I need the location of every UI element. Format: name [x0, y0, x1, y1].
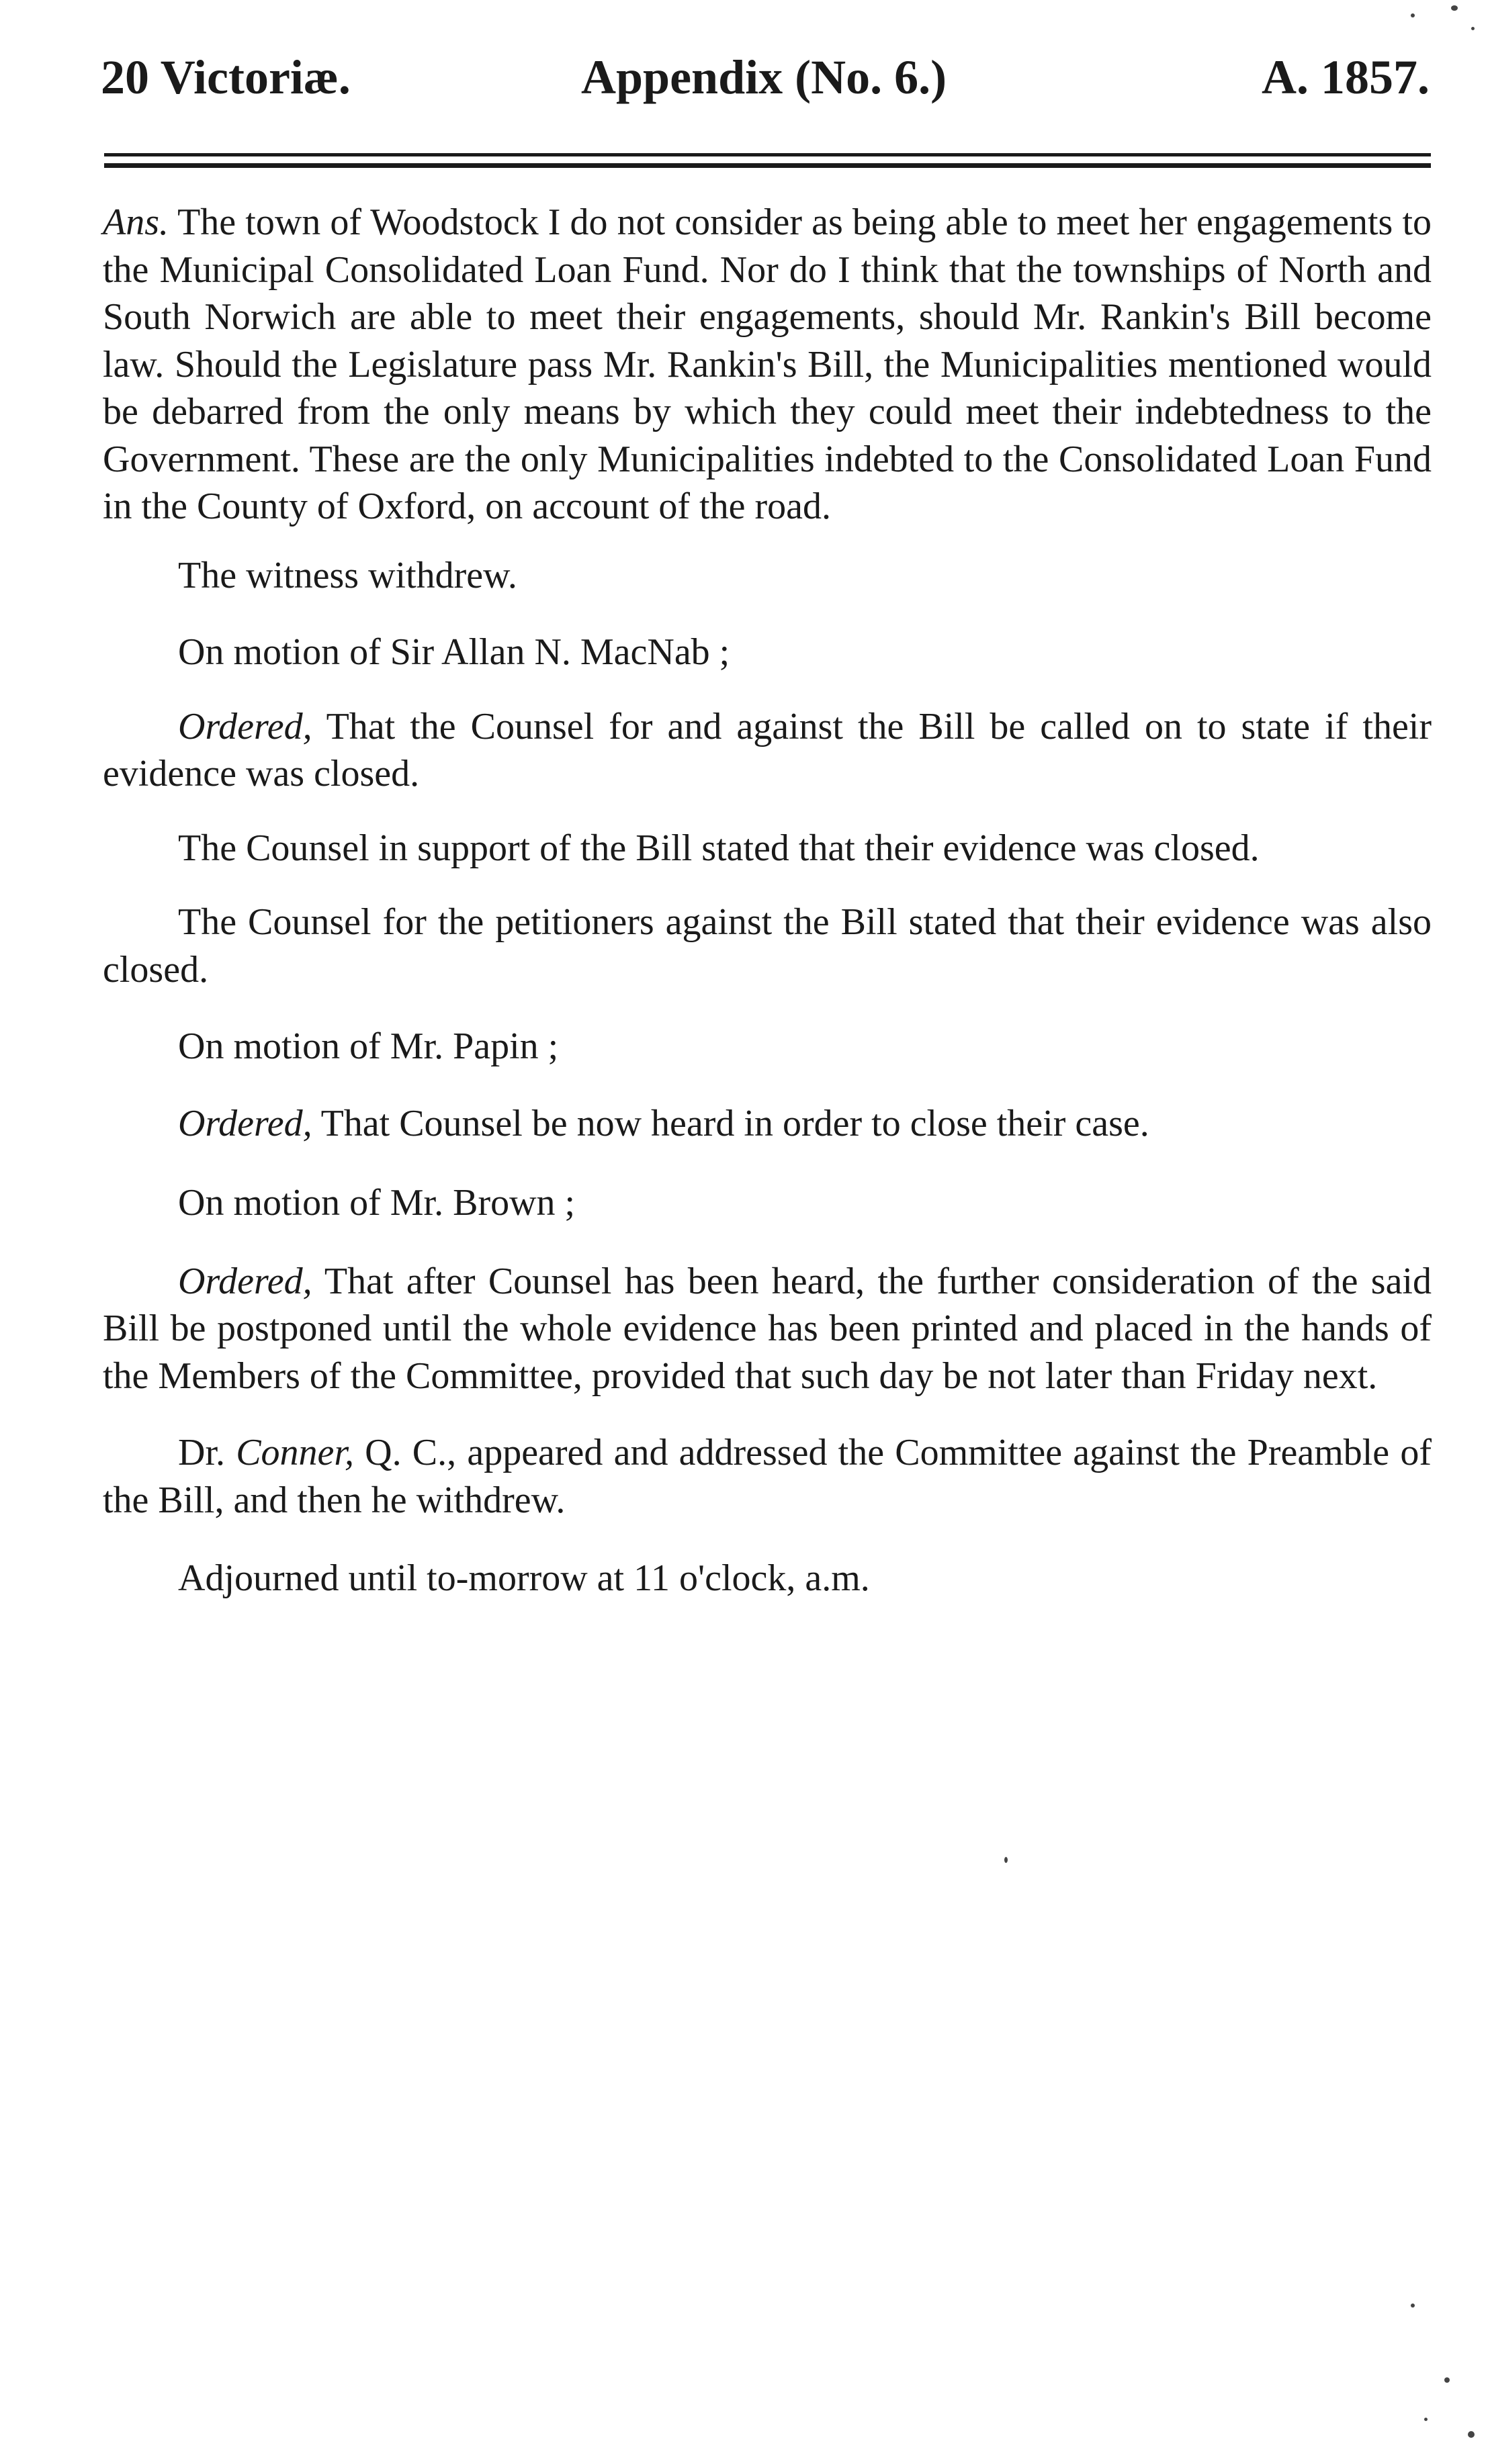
header-appendix: Appendix (No. 6.)	[581, 50, 947, 104]
paragraph-counsel-petitioners	[103, 899, 1432, 993]
paragraph-text-continued: Q. C., appeared and addressed the Committee against the Preamble of the Bill, and then he withdrew.	[103, 1432, 1432, 1521]
paragraph-label: Ordered,	[178, 1102, 312, 1144]
paragraph-motion-macnab	[103, 629, 1432, 676]
paragraph-label: Ordered,	[178, 705, 312, 747]
paragraph-label: Ans.	[103, 201, 169, 243]
paragraph-text: The town of Woodstock I do not consider as being able to meet her engagements to the Municipal Consolidated Loan Fund. Nor do I think that the townships of North and South Norwich are able to meet their engagements, should Mr. Rankin's Bill become law. Should the Legislature pass Mr. Rankin's Bill, the Municipalities mentioned would be debarred from the only means by which they could meet their indebtedness to the Government. These are the only Municipalities indebted to the Consolidated Loan Fund in the County of Oxford, on account of the road.	[103, 201, 1432, 527]
paragraph-text: The witness withdrew.	[178, 554, 517, 596]
paragraph-text: Adjourned until to-morrow at 11 o'clock, a.m.	[178, 1557, 870, 1599]
paragraph-text: On motion of Sir Allan N. MacNab ;	[178, 631, 730, 673]
paragraph-conner-address	[103, 1429, 1432, 1524]
scan-speck	[1444, 2377, 1450, 2383]
paragraph-witness-withdrew	[103, 552, 1432, 600]
header-year: A. 1857.	[1262, 50, 1430, 104]
paragraph-text: The Counsel for the petitioners against the Bill stated that their evidence was also closed.	[103, 901, 1432, 991]
paragraph-adjourned	[103, 1555, 1432, 1602]
scan-speck	[1424, 2418, 1428, 2421]
paragraph-text: The Counsel in support of the Bill stated that their evidence was closed.	[178, 827, 1260, 869]
paragraph-motion-papin	[103, 1023, 1432, 1070]
scan-speck	[1451, 5, 1458, 11]
paragraph-motion-brown	[103, 1179, 1432, 1227]
scan-speck	[1468, 2431, 1475, 2438]
scan-speck	[1004, 1857, 1008, 1863]
scan-speck	[1471, 27, 1475, 30]
paragraph-answer	[103, 199, 1432, 531]
body-text	[103, 199, 1432, 1602]
paragraph-text: That after Counsel has been heard, the further consideration of the said Bill be postponed until the whole evidence has been printed and placed in the hands of the Members of the Committee, provided that such day be not later than Friday next.	[103, 1260, 1432, 1397]
paragraph-italic-name: Conner,	[236, 1432, 354, 1473]
paragraph-ordered-counsel-heard	[103, 1100, 1432, 1148]
header-session: 20 Victoriæ.	[101, 50, 351, 104]
paragraph-text: On motion of Mr. Brown ;	[178, 1182, 576, 1224]
paragraph-text: That Counsel be now heard in order to close their case.	[312, 1102, 1149, 1144]
paragraph-label: Ordered,	[178, 1260, 312, 1302]
paragraph-ordered-evidence	[103, 703, 1432, 798]
paragraph-counsel-support	[103, 825, 1432, 872]
paragraph-text: Dr.	[178, 1432, 236, 1473]
paragraph-text: That the Counsel for and against the Bill be called on to state if their evidence was closed.	[103, 705, 1432, 794]
scan-speck	[1411, 2303, 1415, 2308]
header-rule-thin	[104, 153, 1431, 156]
paragraph-ordered-postponed	[103, 1258, 1432, 1400]
page-header	[101, 40, 1430, 114]
scan-speck	[1411, 13, 1415, 17]
header-rule-thick	[104, 163, 1431, 168]
paragraph-text: On motion of Mr. Papin ;	[178, 1025, 559, 1067]
